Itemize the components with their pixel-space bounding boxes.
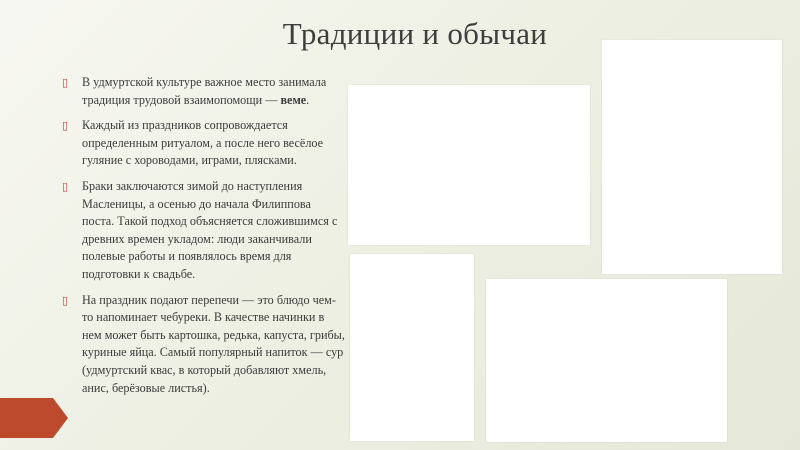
- image-placeholder: [350, 254, 474, 441]
- bullet-item: [62, 74, 346, 109]
- bullet-item: [62, 117, 346, 170]
- bullet-text: На праздник подают перепечи — это блюдо чем-то напоминает чебуреки. В качестве начинки в нем может быть картошка, редька, капуста, грибы, куриные яйца. Самый популярный напиток — сур (удмуртский квас, в который добавляют хмель, анис, берёзовые листья).: [82, 292, 345, 395]
- bullet-text: Браки заключаются зимой до наступления Масленицы, а осенью до начала Филиппова поста. Такой подход объясняется сложившимся с древних времен укладом: люди заканчивали полевые работы и появлялось время для подготовки к свадьбе.: [82, 178, 338, 281]
- bullet-item: [62, 292, 346, 398]
- bullet-text: В удмуртской культуре важное место занимала традиция трудовой взаимопомощи —: [82, 75, 327, 107]
- image-placeholder: [602, 40, 782, 274]
- corner-arrow-decoration: [0, 398, 68, 438]
- image-placeholder: [486, 279, 727, 442]
- bullet-text: Каждый из праздников сопровождается определенным ритуалом, а после него весёлое гуляние с хороводами, играми, плясками.: [82, 118, 324, 168]
- bullet-text-end: .: [306, 92, 310, 107]
- image-placeholder: [348, 85, 590, 245]
- hollow-arrow-bullet-icon: ▯: [62, 293, 69, 307]
- slide-title: Традиции и обычаи: [282, 16, 548, 51]
- bullet-item: [62, 178, 346, 284]
- bullet-bold-term: веме: [280, 92, 307, 107]
- hollow-arrow-bullet-icon: ▯: [62, 179, 69, 193]
- bullet-list: [62, 74, 346, 405]
- hollow-arrow-bullet-icon: ▯: [62, 76, 69, 89]
- hollow-arrow-bullet-icon: ▯: [62, 119, 69, 133]
